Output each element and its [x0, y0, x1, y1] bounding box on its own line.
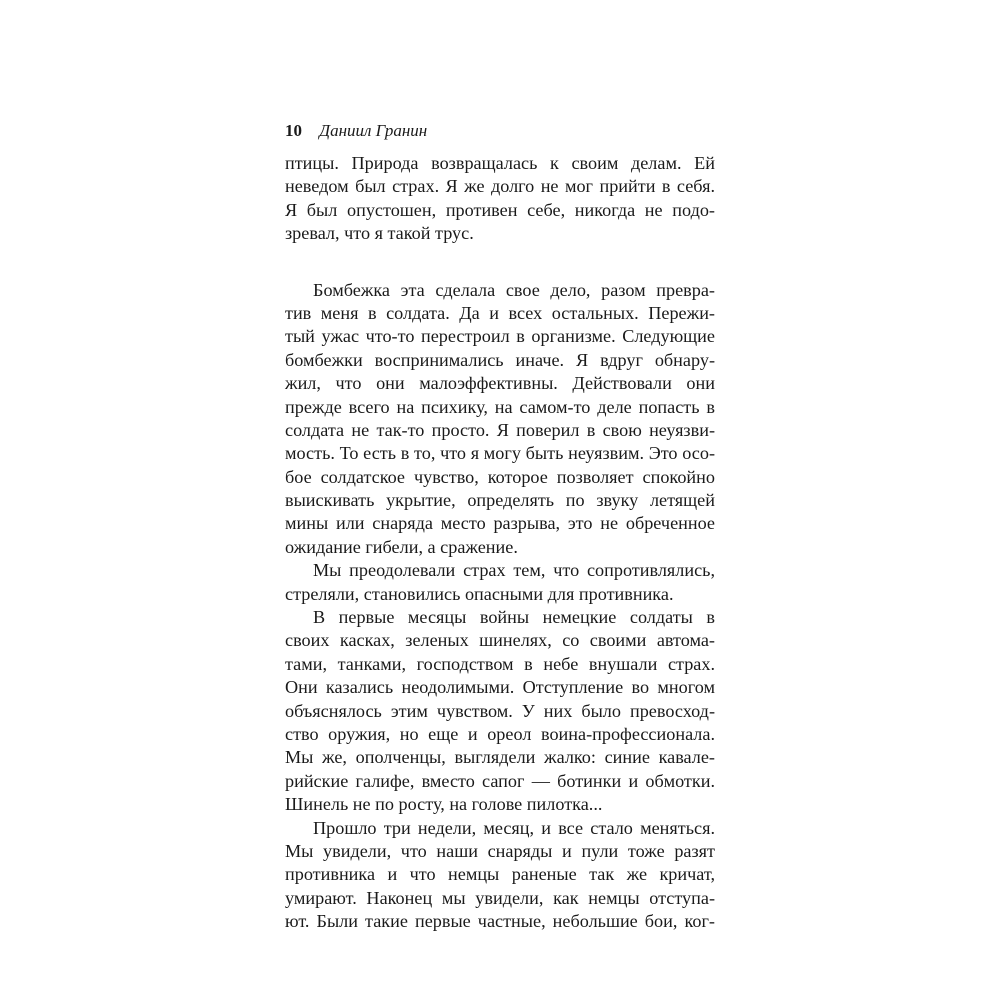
- text-line: умирают. Наконец мы увидели, как немцы отступа-: [285, 887, 715, 908]
- text-line: В первые месяцы войны немецкие солдаты в: [313, 607, 715, 628]
- text-line: своих касках, зеленых шинелях, со своими автома-: [285, 630, 715, 651]
- text-line: ство оружия, но еще и ореол воина-профессионала.: [285, 723, 715, 744]
- text-line: противника и что немцы раненые так же кричат,: [285, 864, 715, 885]
- text-line: птицы. Природа возвращалась к своим делам. Ей: [285, 153, 715, 173]
- paragraph: [285, 152, 715, 246]
- text-line: Бомбежка эта сделала свое дело, разом преврa-: [313, 279, 715, 300]
- text-line: Мы же, ополченцы, выглядели жалко: синие кавале-: [285, 747, 715, 768]
- section-gap: [285, 246, 715, 279]
- text-line: Мы преодолевали страх тем, что сопротивлялись,: [313, 560, 715, 581]
- text-line: Прошло три недели, месяц, и все стало меняться.: [313, 817, 715, 838]
- text-line: Шинель не по росту, на голове пилотка...: [285, 794, 603, 815]
- running-head: [285, 118, 715, 144]
- text-line: мость. То есть в то, что я могу быть неуязвим. Это осо-: [285, 443, 715, 464]
- text-line: зревал, что я такой трус.: [285, 223, 474, 244]
- author-name: Даниил Гранин: [319, 121, 428, 140]
- text-line: тый ужас что-то перестроил в организме. Следующие: [285, 326, 715, 347]
- text-line: Они казались неодолимыми. Отступление во многом: [285, 677, 715, 698]
- body-text: [285, 152, 715, 934]
- text-line: стреляли, становились опасными для противника.: [285, 583, 674, 604]
- text-line: прежде всего на психику, на самом-то деле попасть в: [285, 396, 715, 417]
- text-line: мины или снаряда место разрыва, это не обреченное: [285, 513, 715, 534]
- paragraph: [285, 559, 715, 606]
- book-page: [285, 118, 715, 934]
- text-line: Мы увидели, что наши снаряды и пули тоже разят: [285, 840, 715, 861]
- text-line: неведом был страх. Я же долго не мог прийти в себя.: [285, 176, 715, 197]
- paragraph: [285, 606, 715, 817]
- text-line: жил, что они малоэффективны. Действовали они: [285, 373, 715, 394]
- paragraph: [285, 817, 715, 934]
- text-line: ожидание гибели, а сражение.: [285, 536, 518, 557]
- text-line: бое солдатское чувство, которое позволяет спокойно: [285, 466, 715, 487]
- text-line: тив меня в солдата. Да и всех остальных. Пережи-: [285, 302, 715, 323]
- text-line: солдата не так-то просто. Я поверил в свою неуязви-: [285, 419, 715, 440]
- text-line: объяснялось этим чувством. У них было превосход-: [285, 700, 715, 721]
- page-number: 10: [285, 121, 302, 140]
- text-line: выискивать укрытие, определять по звуку летящей: [285, 490, 715, 511]
- text-line: Я был опустошен, противен себе, никогда не подо-: [285, 199, 715, 220]
- paragraph: [285, 279, 715, 560]
- text-line: рийские галифе, вместо сапог — ботинки и обмотки.: [285, 770, 715, 791]
- text-line: тами, танками, господством в небе внушали страх.: [285, 653, 715, 674]
- text-line: бомбежки воспринимались иначе. Я вдруг обнару-: [285, 349, 715, 370]
- text-line: ют. Были такие первые частные, небольшие бои, ког-: [285, 911, 715, 932]
